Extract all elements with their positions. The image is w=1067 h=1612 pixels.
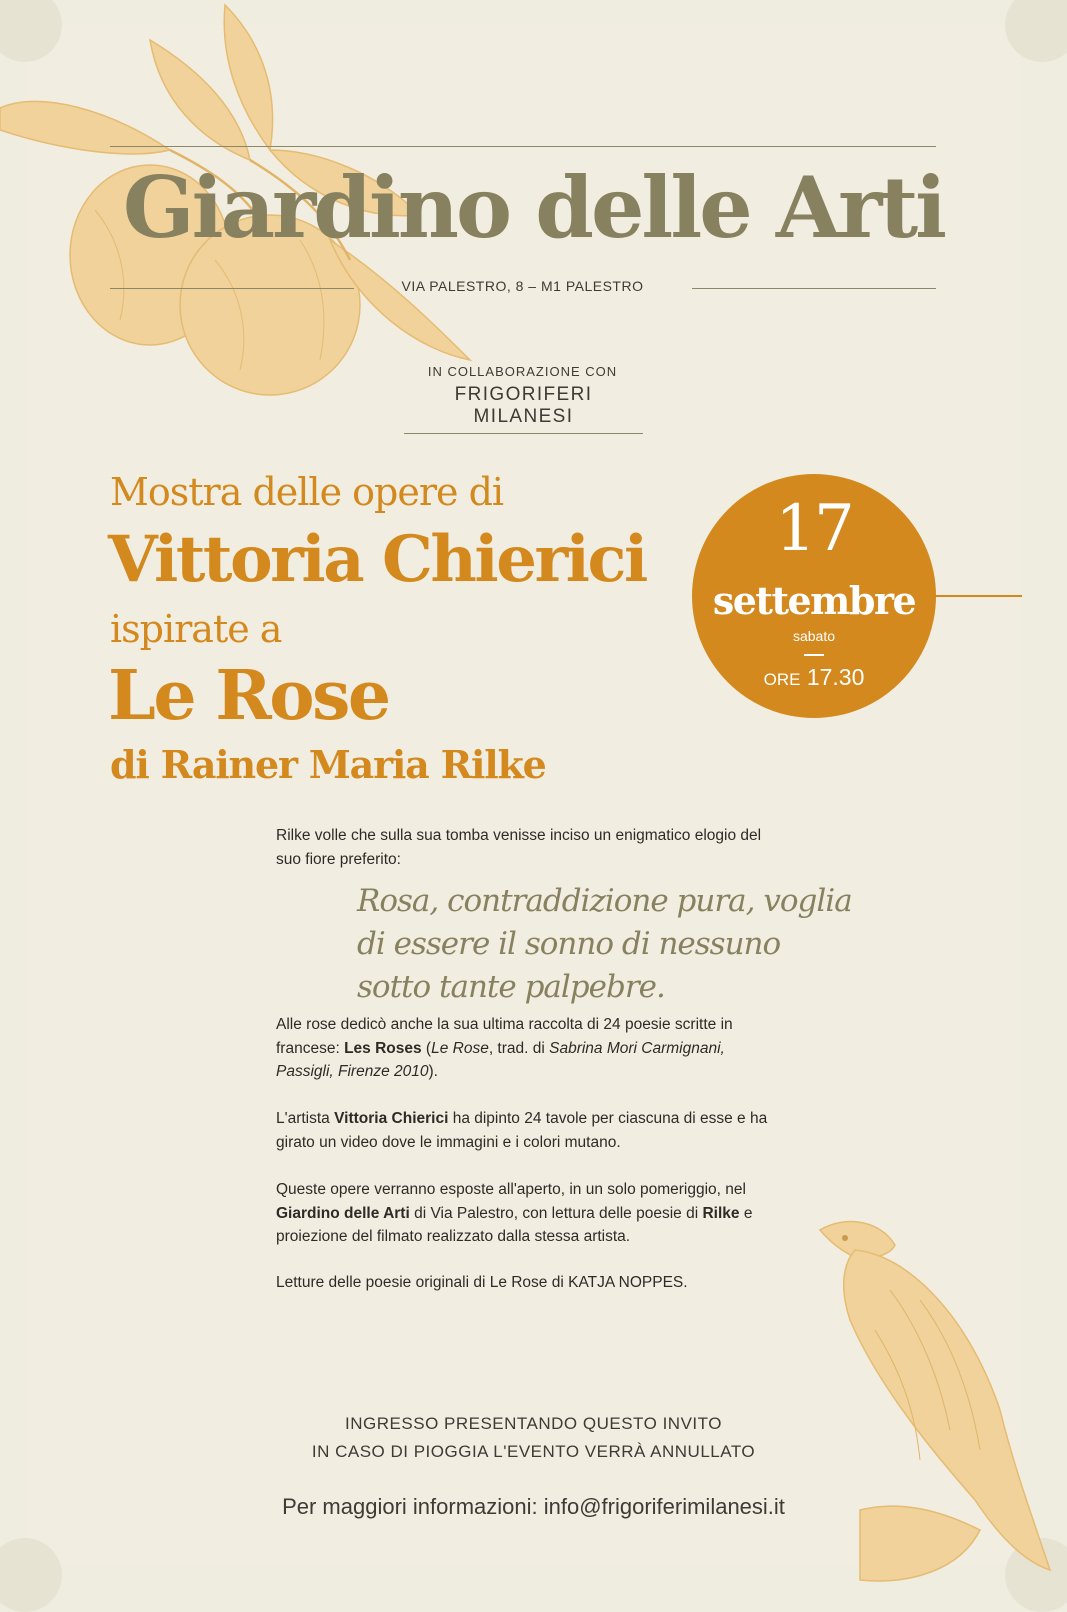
- quote-line-2: di essere il sonno di nessuno: [357, 926, 781, 962]
- venue-title: Giardino delle Arti: [122, 158, 945, 257]
- info-line: [0, 1494, 1067, 1520]
- paragraph-exhibition: Queste opere verranno esposte all'aperto, in un solo pomeriggio, nel Giardino delle Arti di Via Palestro, con lettura delle poesie di Rilke e proiezione del filmato realizzato dalla stessa artista.: [276, 1181, 753, 1245]
- reader-name: KATJA NOPPES: [568, 1274, 684, 1291]
- quote-line-1: Rosa, contraddizione pura, voglia: [357, 883, 852, 919]
- date-badge: [692, 474, 936, 718]
- hawk-illustration: [800, 1210, 1067, 1600]
- headline-author: di Rainer Maria Rilke: [110, 742, 546, 787]
- poet-name: Rilke: [702, 1204, 740, 1222]
- info-label: Per maggiori informazioni:: [282, 1494, 544, 1519]
- collection-title: Les Roses: [344, 1039, 422, 1057]
- address-rule-left: [110, 288, 354, 289]
- quote-line-3: sotto tante palpebre.: [357, 969, 665, 1005]
- entry-notice: INGRESSO PRESENTANDO QUESTO INVITO: [345, 1414, 722, 1433]
- paragraph-artist: L'artista Vittoria Chierici ha dipinto 24 tavole per ciascuna di esse e ha girato un video dove le immagini e i colori mutano.: [276, 1110, 768, 1151]
- address-rule-right: [692, 288, 936, 289]
- info-email-link[interactable]: info@frigoriferimilanesi.it: [543, 1494, 785, 1519]
- headline-inspired: ispirate a: [110, 607, 282, 651]
- artist-name: Vittoria Chierici: [334, 1110, 449, 1127]
- rain-notice: IN CASO DI PIOGGIA L'EVENTO VERRÀ ANNULLATO: [311, 1442, 756, 1461]
- headline-work: Le Rose: [108, 656, 389, 736]
- date-weekday: sabato: [792, 628, 836, 644]
- rilke-quote: [357, 880, 877, 1009]
- time-label: ORE: [763, 670, 801, 689]
- collaboration-partner: FRIGORIFERI MILANESI: [404, 384, 643, 434]
- date-month: settembre: [712, 578, 916, 623]
- headline-intro: Mostra delle opere di: [110, 470, 504, 514]
- paragraph-collection: Alle rose dedicò anche la sua ultima raccolta di 24 poesie scritte in francese: Les Roses (Le Rose, trad. di Sabrina Mori Carmignani, Passigli, Firenze 2010).: [276, 1016, 733, 1080]
- time-value: 17.30: [806, 664, 865, 690]
- headline-artist: Vittoria Chierici: [108, 522, 646, 597]
- paragraph-readings: Letture delle poesie originali di Le Rose di KATJA NOPPES.: [276, 1274, 688, 1291]
- top-rule: [110, 146, 936, 147]
- paragraph-intro: Rilke volle che sulla sua tomba venisse inciso un enigmatico elogio del suo fiore preferito:: [276, 827, 762, 868]
- date-divider: [804, 654, 824, 656]
- date-day: 17: [775, 492, 853, 566]
- venue-address: VIA PALESTRO, 8 – M1 PALESTRO: [401, 278, 644, 294]
- collaboration-label: IN COLLABORAZIONE CON: [427, 364, 618, 379]
- venue-name: Giardino delle Arti: [276, 1204, 410, 1222]
- date-time: [692, 664, 936, 691]
